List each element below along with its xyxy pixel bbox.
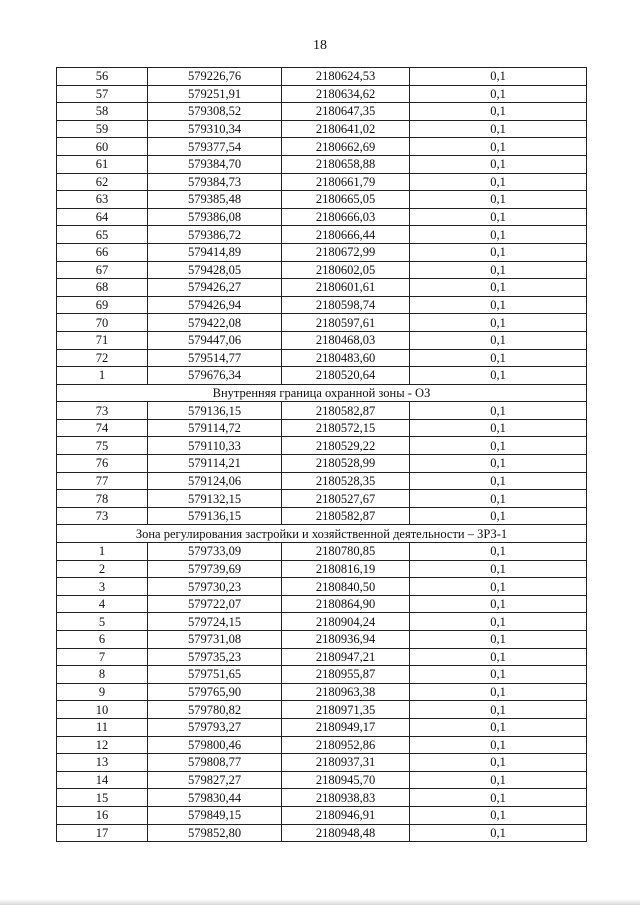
x-coordinate-cell: 579136,15 bbox=[148, 402, 282, 420]
table-row bbox=[57, 490, 587, 508]
point-number-cell: 3 bbox=[57, 578, 148, 596]
point-number-cell: 10 bbox=[57, 701, 148, 719]
table-row bbox=[57, 349, 587, 367]
accuracy-cell: 0,1 bbox=[410, 631, 587, 649]
accuracy-cell: 0,1 bbox=[410, 402, 587, 420]
table-row bbox=[57, 367, 587, 385]
accuracy-cell: 0,1 bbox=[410, 771, 587, 789]
table-row bbox=[57, 578, 587, 596]
table-row bbox=[57, 648, 587, 666]
table-row bbox=[57, 472, 587, 490]
accuracy-cell: 0,1 bbox=[410, 367, 587, 385]
point-number-cell: 74 bbox=[57, 419, 148, 437]
x-coordinate-cell: 579808,77 bbox=[148, 754, 282, 772]
accuracy-cell: 0,1 bbox=[410, 754, 587, 772]
x-coordinate-cell: 579739,69 bbox=[148, 560, 282, 578]
y-coordinate-cell: 2180665,05 bbox=[282, 191, 410, 209]
accuracy-cell: 0,1 bbox=[410, 296, 587, 314]
accuracy-cell: 0,1 bbox=[410, 68, 587, 86]
x-coordinate-cell: 579114,72 bbox=[148, 419, 282, 437]
x-coordinate-cell: 579780,82 bbox=[148, 701, 282, 719]
point-number-cell: 7 bbox=[57, 648, 148, 666]
x-coordinate-cell: 579830,44 bbox=[148, 789, 282, 807]
point-number-cell: 8 bbox=[57, 666, 148, 684]
table-row bbox=[57, 226, 587, 244]
point-number-cell: 59 bbox=[57, 120, 148, 138]
x-coordinate-cell: 579735,23 bbox=[148, 648, 282, 666]
accuracy-cell: 0,1 bbox=[410, 437, 587, 455]
point-number-cell: 77 bbox=[57, 472, 148, 490]
y-coordinate-cell: 2180971,35 bbox=[282, 701, 410, 719]
x-coordinate-cell: 579384,70 bbox=[148, 155, 282, 173]
section-header-row bbox=[57, 525, 587, 543]
table-row bbox=[57, 789, 587, 807]
table-row bbox=[57, 701, 587, 719]
table-row bbox=[57, 736, 587, 754]
accuracy-cell: 0,1 bbox=[410, 314, 587, 332]
point-number-cell: 68 bbox=[57, 279, 148, 297]
table-row bbox=[57, 173, 587, 191]
coordinates-table bbox=[56, 67, 587, 842]
accuracy-cell: 0,1 bbox=[410, 419, 587, 437]
accuracy-cell: 0,1 bbox=[410, 613, 587, 631]
y-coordinate-cell: 2180582,87 bbox=[282, 402, 410, 420]
table-row bbox=[57, 402, 587, 420]
point-number-cell: 16 bbox=[57, 806, 148, 824]
table-row bbox=[57, 631, 587, 649]
y-coordinate-cell: 2180624,53 bbox=[282, 68, 410, 86]
table-row bbox=[57, 261, 587, 279]
accuracy-cell: 0,1 bbox=[410, 331, 587, 349]
point-number-cell: 6 bbox=[57, 631, 148, 649]
point-number-cell: 9 bbox=[57, 683, 148, 701]
y-coordinate-cell: 2180936,94 bbox=[282, 631, 410, 649]
x-coordinate-cell: 579827,27 bbox=[148, 771, 282, 789]
y-coordinate-cell: 2180529,22 bbox=[282, 437, 410, 455]
accuracy-cell: 0,1 bbox=[410, 648, 587, 666]
table-row bbox=[57, 243, 587, 261]
accuracy-cell: 0,1 bbox=[410, 155, 587, 173]
table-row bbox=[57, 331, 587, 349]
table-row bbox=[57, 560, 587, 578]
y-coordinate-cell: 2180598,74 bbox=[282, 296, 410, 314]
accuracy-cell: 0,1 bbox=[410, 243, 587, 261]
point-number-cell: 72 bbox=[57, 349, 148, 367]
x-coordinate-cell: 579226,76 bbox=[148, 68, 282, 86]
table-row bbox=[57, 419, 587, 437]
x-coordinate-cell: 579447,06 bbox=[148, 331, 282, 349]
accuracy-cell: 0,1 bbox=[410, 279, 587, 297]
y-coordinate-cell: 2180666,03 bbox=[282, 208, 410, 226]
y-coordinate-cell: 2180597,61 bbox=[282, 314, 410, 332]
x-coordinate-cell: 579852,80 bbox=[148, 824, 282, 842]
y-coordinate-cell: 2180780,85 bbox=[282, 543, 410, 561]
table-row bbox=[57, 208, 587, 226]
x-coordinate-cell: 579132,15 bbox=[148, 490, 282, 508]
x-coordinate-cell: 579730,23 bbox=[148, 578, 282, 596]
point-number-cell: 61 bbox=[57, 155, 148, 173]
x-coordinate-cell: 579377,54 bbox=[148, 138, 282, 156]
point-number-cell: 78 bbox=[57, 490, 148, 508]
x-coordinate-cell: 579426,94 bbox=[148, 296, 282, 314]
x-coordinate-cell: 579251,91 bbox=[148, 85, 282, 103]
accuracy-cell: 0,1 bbox=[410, 226, 587, 244]
x-coordinate-cell: 579724,15 bbox=[148, 613, 282, 631]
accuracy-cell: 0,1 bbox=[410, 261, 587, 279]
point-number-cell: 73 bbox=[57, 402, 148, 420]
x-coordinate-cell: 579849,15 bbox=[148, 806, 282, 824]
y-coordinate-cell: 2180949,17 bbox=[282, 718, 410, 736]
accuracy-cell: 0,1 bbox=[410, 824, 587, 842]
y-coordinate-cell: 2180572,15 bbox=[282, 419, 410, 437]
point-number-cell: 5 bbox=[57, 613, 148, 631]
table-row bbox=[57, 314, 587, 332]
y-coordinate-cell: 2180647,35 bbox=[282, 103, 410, 121]
x-coordinate-cell: 579422,08 bbox=[148, 314, 282, 332]
y-coordinate-cell: 2180527,67 bbox=[282, 490, 410, 508]
accuracy-cell: 0,1 bbox=[410, 120, 587, 138]
table-row bbox=[57, 507, 587, 525]
y-coordinate-cell: 2180602,05 bbox=[282, 261, 410, 279]
x-coordinate-cell: 579731,08 bbox=[148, 631, 282, 649]
point-number-cell: 67 bbox=[57, 261, 148, 279]
accuracy-cell: 0,1 bbox=[410, 507, 587, 525]
table-row bbox=[57, 103, 587, 121]
x-coordinate-cell: 579386,72 bbox=[148, 226, 282, 244]
table-row bbox=[57, 120, 587, 138]
page-number: 18 bbox=[313, 38, 327, 53]
table-row bbox=[57, 85, 587, 103]
accuracy-cell: 0,1 bbox=[410, 85, 587, 103]
table-row bbox=[57, 595, 587, 613]
scan-edge-shadow bbox=[0, 899, 640, 905]
point-number-cell: 62 bbox=[57, 173, 148, 191]
point-number-cell: 70 bbox=[57, 314, 148, 332]
x-coordinate-cell: 579751,65 bbox=[148, 666, 282, 684]
point-number-cell: 60 bbox=[57, 138, 148, 156]
y-coordinate-cell: 2180864,90 bbox=[282, 595, 410, 613]
y-coordinate-cell: 2180938,83 bbox=[282, 789, 410, 807]
accuracy-cell: 0,1 bbox=[410, 543, 587, 561]
y-coordinate-cell: 2180601,61 bbox=[282, 279, 410, 297]
y-coordinate-cell: 2180483,60 bbox=[282, 349, 410, 367]
y-coordinate-cell: 2180952,86 bbox=[282, 736, 410, 754]
x-coordinate-cell: 579386,08 bbox=[148, 208, 282, 226]
coordinates-table-body bbox=[57, 68, 587, 842]
table-row bbox=[57, 613, 587, 631]
table-row bbox=[57, 543, 587, 561]
table-row bbox=[57, 68, 587, 86]
y-coordinate-cell: 2180641,02 bbox=[282, 120, 410, 138]
accuracy-cell: 0,1 bbox=[410, 472, 587, 490]
point-number-cell: 75 bbox=[57, 437, 148, 455]
section-header-row bbox=[57, 384, 587, 402]
table-row bbox=[57, 155, 587, 173]
x-coordinate-cell: 579793,27 bbox=[148, 718, 282, 736]
accuracy-cell: 0,1 bbox=[410, 490, 587, 508]
accuracy-cell: 0,1 bbox=[410, 718, 587, 736]
table-row bbox=[57, 138, 587, 156]
y-coordinate-cell: 2180528,99 bbox=[282, 455, 410, 473]
point-number-cell: 17 bbox=[57, 824, 148, 842]
section-title: Внутренняя граница охранной зоны - ОЗ bbox=[57, 384, 587, 402]
table-row bbox=[57, 683, 587, 701]
point-number-cell: 12 bbox=[57, 736, 148, 754]
accuracy-cell: 0,1 bbox=[410, 595, 587, 613]
point-number-cell: 76 bbox=[57, 455, 148, 473]
table-row bbox=[57, 718, 587, 736]
y-coordinate-cell: 2180945,70 bbox=[282, 771, 410, 789]
accuracy-cell: 0,1 bbox=[410, 666, 587, 684]
x-coordinate-cell: 579414,89 bbox=[148, 243, 282, 261]
accuracy-cell: 0,1 bbox=[410, 173, 587, 191]
x-coordinate-cell: 579722,07 bbox=[148, 595, 282, 613]
x-coordinate-cell: 579426,27 bbox=[148, 279, 282, 297]
accuracy-cell: 0,1 bbox=[410, 455, 587, 473]
table-row bbox=[57, 455, 587, 473]
table-row bbox=[57, 279, 587, 297]
point-number-cell: 69 bbox=[57, 296, 148, 314]
x-coordinate-cell: 579733,09 bbox=[148, 543, 282, 561]
point-number-cell: 65 bbox=[57, 226, 148, 244]
y-coordinate-cell: 2180520,64 bbox=[282, 367, 410, 385]
accuracy-cell: 0,1 bbox=[410, 560, 587, 578]
y-coordinate-cell: 2180661,79 bbox=[282, 173, 410, 191]
x-coordinate-cell: 579310,34 bbox=[148, 120, 282, 138]
y-coordinate-cell: 2180528,35 bbox=[282, 472, 410, 490]
table-row bbox=[57, 754, 587, 772]
accuracy-cell: 0,1 bbox=[410, 701, 587, 719]
x-coordinate-cell: 579385,48 bbox=[148, 191, 282, 209]
x-coordinate-cell: 579428,05 bbox=[148, 261, 282, 279]
point-number-cell: 66 bbox=[57, 243, 148, 261]
x-coordinate-cell: 579765,90 bbox=[148, 683, 282, 701]
point-number-cell: 1 bbox=[57, 367, 148, 385]
table-row bbox=[57, 666, 587, 684]
y-coordinate-cell: 2180955,87 bbox=[282, 666, 410, 684]
point-number-cell: 13 bbox=[57, 754, 148, 772]
table-row bbox=[57, 771, 587, 789]
point-number-cell: 4 bbox=[57, 595, 148, 613]
y-coordinate-cell: 2180947,21 bbox=[282, 648, 410, 666]
accuracy-cell: 0,1 bbox=[410, 736, 587, 754]
point-number-cell: 14 bbox=[57, 771, 148, 789]
point-number-cell: 58 bbox=[57, 103, 148, 121]
section-title: Зона регулирования застройки и хозяйственной деятельности – ЗРЗ-1 bbox=[57, 525, 587, 543]
point-number-cell: 1 bbox=[57, 543, 148, 561]
y-coordinate-cell: 2180634,62 bbox=[282, 85, 410, 103]
x-coordinate-cell: 579114,21 bbox=[148, 455, 282, 473]
y-coordinate-cell: 2180904,24 bbox=[282, 613, 410, 631]
point-number-cell: 11 bbox=[57, 718, 148, 736]
x-coordinate-cell: 579676,34 bbox=[148, 367, 282, 385]
table-row bbox=[57, 437, 587, 455]
point-number-cell: 71 bbox=[57, 331, 148, 349]
x-coordinate-cell: 579124,06 bbox=[148, 472, 282, 490]
y-coordinate-cell: 2180840,50 bbox=[282, 578, 410, 596]
y-coordinate-cell: 2180963,38 bbox=[282, 683, 410, 701]
table-row bbox=[57, 824, 587, 842]
y-coordinate-cell: 2180816,19 bbox=[282, 560, 410, 578]
x-coordinate-cell: 579308,52 bbox=[148, 103, 282, 121]
y-coordinate-cell: 2180582,87 bbox=[282, 507, 410, 525]
y-coordinate-cell: 2180672,99 bbox=[282, 243, 410, 261]
accuracy-cell: 0,1 bbox=[410, 349, 587, 367]
table-row bbox=[57, 296, 587, 314]
x-coordinate-cell: 579136,15 bbox=[148, 507, 282, 525]
accuracy-cell: 0,1 bbox=[410, 138, 587, 156]
x-coordinate-cell: 579800,46 bbox=[148, 736, 282, 754]
point-number-cell: 73 bbox=[57, 507, 148, 525]
y-coordinate-cell: 2180948,48 bbox=[282, 824, 410, 842]
x-coordinate-cell: 579514,77 bbox=[148, 349, 282, 367]
y-coordinate-cell: 2180658,88 bbox=[282, 155, 410, 173]
y-coordinate-cell: 2180937,31 bbox=[282, 754, 410, 772]
point-number-cell: 56 bbox=[57, 68, 148, 86]
accuracy-cell: 0,1 bbox=[410, 191, 587, 209]
point-number-cell: 2 bbox=[57, 560, 148, 578]
point-number-cell: 63 bbox=[57, 191, 148, 209]
y-coordinate-cell: 2180666,44 bbox=[282, 226, 410, 244]
y-coordinate-cell: 2180468,03 bbox=[282, 331, 410, 349]
table-row bbox=[57, 806, 587, 824]
point-number-cell: 15 bbox=[57, 789, 148, 807]
accuracy-cell: 0,1 bbox=[410, 806, 587, 824]
accuracy-cell: 0,1 bbox=[410, 578, 587, 596]
accuracy-cell: 0,1 bbox=[410, 683, 587, 701]
x-coordinate-cell: 579110,33 bbox=[148, 437, 282, 455]
accuracy-cell: 0,1 bbox=[410, 208, 587, 226]
table-row bbox=[57, 191, 587, 209]
y-coordinate-cell: 2180662,69 bbox=[282, 138, 410, 156]
accuracy-cell: 0,1 bbox=[410, 789, 587, 807]
accuracy-cell: 0,1 bbox=[410, 103, 587, 121]
y-coordinate-cell: 2180946,91 bbox=[282, 806, 410, 824]
point-number-cell: 57 bbox=[57, 85, 148, 103]
x-coordinate-cell: 579384,73 bbox=[148, 173, 282, 191]
point-number-cell: 64 bbox=[57, 208, 148, 226]
